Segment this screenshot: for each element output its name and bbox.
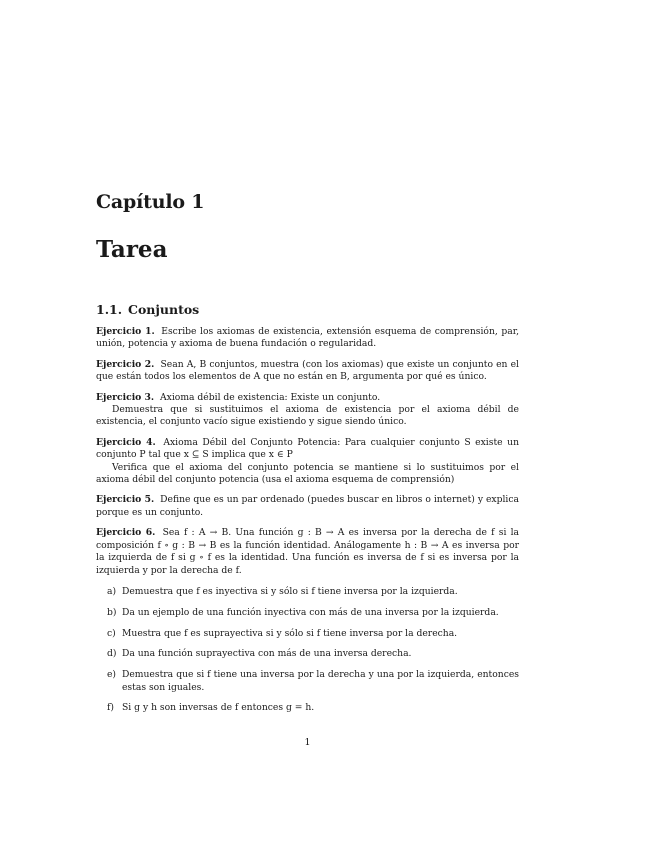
list-item-text: Da un ejemplo de una función inyectiva con más de una inversa por la izquierda. — [122, 606, 499, 618]
exercise-5 — [96, 494, 519, 519]
chapter-title: Tarea — [96, 236, 168, 263]
exercise-label: Ejercicio 2. — [96, 358, 155, 370]
exercise-label: Ejercicio 4. — [96, 436, 156, 448]
exercise-text: Sea f : A → B. Una función g : B → A es inversa por la derecha de f si la composición f ∘ g : B → B es la función identidad. Análogamente h : B → A es inversa por la izquierda de f si g ∘ f es la identidad. Una función es inversa de f si es inversa por la izquierda y por la derecha de f. — [96, 527, 520, 576]
list-item — [96, 648, 519, 660]
section-heading — [96, 302, 199, 317]
exercise-text: Escribe los axiomas de existencia, extensión esquema de comprensión, par, unión, potencia y axioma de buena fundación o regularidad. — [96, 326, 519, 350]
page-number: 1 — [304, 737, 311, 748]
exercise-1 — [96, 326, 519, 351]
list-item — [96, 669, 519, 694]
list-item-text: Demuestra que f es inyectiva si y sólo si f tiene inversa por la izquierda. — [122, 585, 458, 597]
list-item-label: e) — [107, 669, 117, 681]
sub-item-list — [96, 586, 519, 715]
exercise-4 — [96, 437, 519, 487]
exercise-label: Ejercicio 6. — [96, 527, 156, 539]
list-item-label: a) — [107, 585, 117, 597]
list-item-text: Demuestra que si f tiene una inversa por la derecha y una por la izquierda, entonces estas son iguales. — [122, 669, 519, 693]
exercise-text: Axioma débil de existencia: Existe un conjunto. — [160, 391, 381, 403]
chapter-label: Capítulo 1 — [96, 191, 205, 213]
exercise-list — [96, 326, 519, 723]
list-item-text: Da una función suprayectiva con más de una inversa derecha. — [122, 648, 412, 660]
exercise-paragraph: Demuestra que si sustituimos el axioma de existencia por el axioma débil de existencia, el conjunto vacío sigue existiendo y sigue siendo único. — [96, 404, 519, 428]
exercise-text: Define que es un par ordenado (puedes buscar en libros o internet) y explica porque es un conjunto. — [96, 494, 519, 518]
exercise-6 — [96, 527, 519, 577]
list-item — [96, 607, 519, 619]
section-number: 1.1. — [96, 302, 123, 317]
exercise-label: Ejercicio 3. — [96, 391, 155, 403]
exercise-label: Ejercicio 5. — [96, 494, 155, 506]
exercise-2 — [96, 359, 519, 384]
list-item — [96, 586, 519, 598]
section-title: Conjuntos — [128, 302, 200, 317]
list-item-label: f) — [107, 702, 114, 714]
exercise-label: Ejercicio 1. — [96, 326, 155, 337]
exercise-paragraph: Verifica que el axioma del conjunto potencia se mantiene si lo sustituimos por el axioma débil del conjunto potencia (usa el axioma esquema de comprensión) — [96, 461, 519, 486]
list-item — [96, 628, 519, 640]
list-item-label: b) — [107, 606, 117, 618]
exercise-3 — [96, 392, 519, 429]
exercise-text: Sean A, B conjuntos, muestra (con los axiomas) que existe un conjunto en el que están todos los elementos de A que no están en B, argumenta por qué es único. — [96, 358, 519, 383]
exercise-text: Axioma Débil del Conjunto Potencia: Para cualquier conjunto S existe un conjunto P tal que x ⊆ S implica que x ∈ P — [96, 436, 519, 461]
list-item-label: c) — [107, 627, 116, 639]
list-item-text: Muestra que f es suprayectiva si y sólo si f tiene inversa por la derecha. — [122, 627, 458, 639]
list-item — [96, 702, 519, 714]
list-item-label: d) — [107, 648, 117, 660]
list-item-text: Si g y h son inversas de f entonces g = h. — [122, 702, 315, 714]
